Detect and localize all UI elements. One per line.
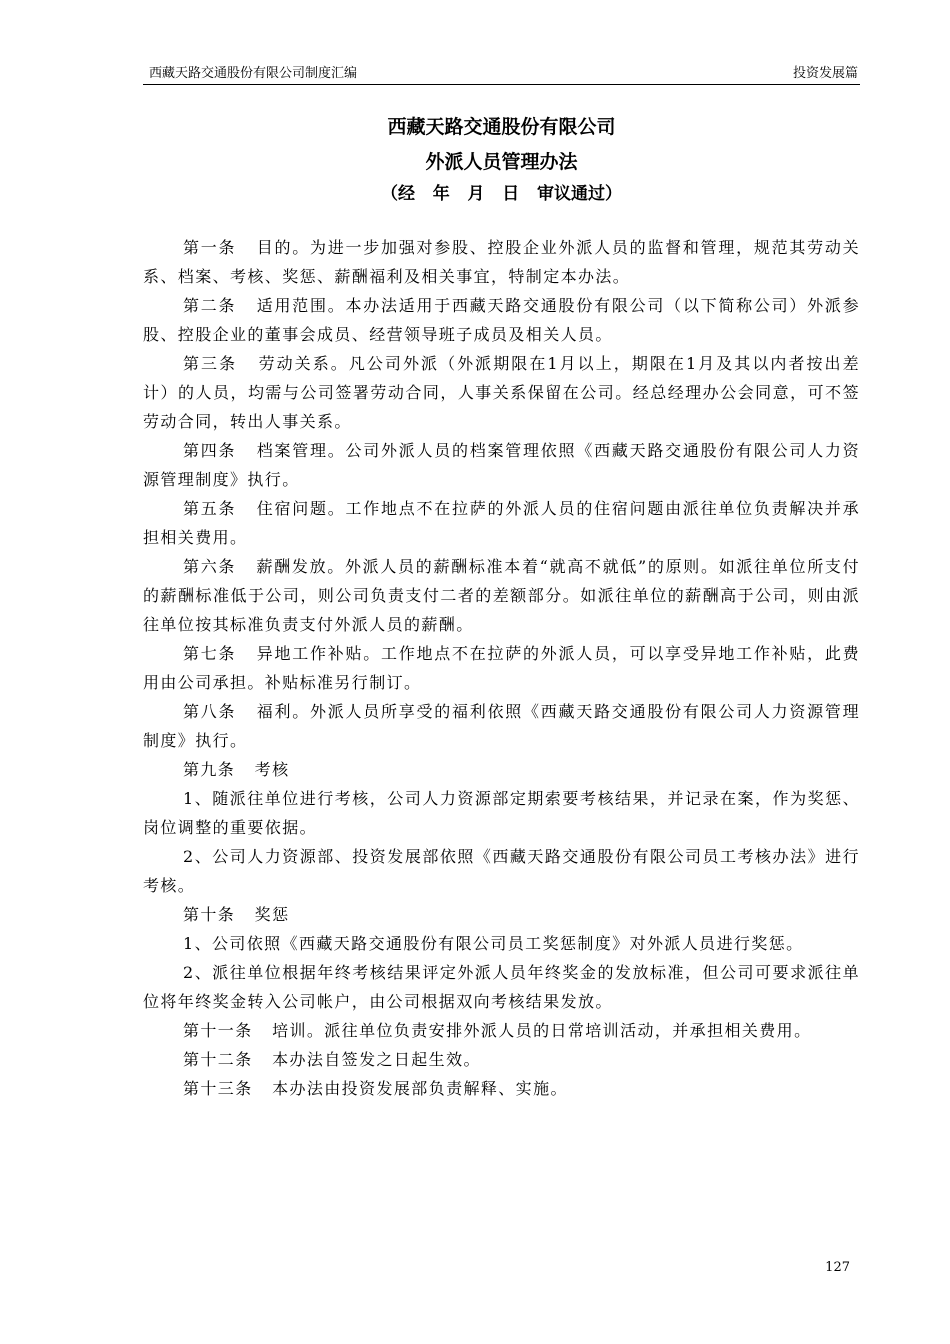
article-text: 本办法自签发之日起生效。: [272, 1050, 481, 1069]
article-paragraph: [143, 1045, 860, 1074]
article-number: 第十二条: [183, 1050, 253, 1069]
article-text: 1、公司依照《西藏天路交通股份有限公司员工奖惩制度》对外派人员进行奖惩。: [183, 934, 804, 953]
article-paragraph: [143, 552, 860, 639]
article-text: 薪酬发放。外派人员的薪酬标准本着“就高不就低”的原则。如派往单位所支付的薪酬标准低于公司，则公司负责支付二者的差额部分。如派往单位的薪酬高于公司，则由派往单位按其标准负责支付外派人员的薪酬。: [143, 557, 860, 634]
article-text: 劳动关系。凡公司外派（外派期限在1月以上，期限在1月及其以内者按出差计）的人员，均需与公司签署劳动合同，人事关系保留在公司。经总经理办公会同意，可不签劳动合同，转出人事关系。: [143, 354, 860, 431]
article-paragraph: [143, 349, 860, 436]
article-text: 目的。为进一步加强对参股、控股企业外派人员的监督和管理，规范其劳动关系、档案、考核、奖惩、薪酬福利及相关事宜，特制定本办法。: [143, 238, 860, 286]
header-collection-title: 西藏天路交通股份有限公司制度汇编: [149, 66, 358, 81]
article-gap: [236, 702, 257, 721]
document-body: [143, 233, 860, 1103]
article-gap: [236, 557, 256, 576]
article-text: 住宿问题。工作地点不在拉萨的外派人员的住宿问题由派往单位负责解决并承担相关费用。: [143, 499, 860, 547]
article-paragraph: [143, 1074, 860, 1103]
article-gap: [253, 1079, 272, 1098]
article-paragraph: [143, 900, 860, 929]
article-paragraph: [143, 639, 860, 697]
article-text: 培训。派往单位负责安排外派人员的日常培训活动，并承担相关费用。: [272, 1021, 812, 1040]
document-title: 外派人员管理办法: [425, 151, 578, 173]
article-paragraph: [143, 958, 860, 1016]
article-number: 第十条: [183, 905, 236, 924]
article-gap: [235, 905, 254, 924]
article-text: 2、派往单位根据年终考核结果评定外派人员年终奖金的发放标准，但公司可要求派往单位将年终奖金转入公司帐户，由公司根据双向考核结果发放。: [143, 963, 860, 1011]
article-paragraph: [143, 494, 860, 552]
article-gap: [237, 354, 258, 373]
company-title: 西藏天路交通股份有限公司: [387, 116, 616, 138]
article-paragraph: [143, 784, 860, 842]
approval-note: （经 年 月 日 审议通过）: [380, 184, 623, 204]
article-text: 考核: [254, 760, 290, 779]
article-paragraph: [143, 436, 860, 494]
article-gap: [236, 441, 257, 460]
article-number: 第八条: [183, 702, 237, 721]
page-number: 127: [825, 1260, 850, 1275]
article-gap: [253, 1050, 272, 1069]
article-text: 1、随派往单位进行考核，公司人力资源部定期索要考核结果，并记录在案，作为奖惩、岗位调整的重要依据。: [143, 789, 860, 837]
article-paragraph: [143, 697, 860, 755]
article-number: 第五条: [183, 499, 237, 518]
article-number: 第二条: [183, 296, 237, 315]
article-paragraph: [143, 233, 860, 291]
article-number: 第十一条: [183, 1021, 253, 1040]
article-gap: [236, 499, 257, 518]
article-gap: [236, 238, 257, 257]
article-text: 奖惩: [254, 905, 290, 924]
article-number: 第三条: [183, 354, 238, 373]
article-text: 本办法由投资发展部负责解释、实施。: [272, 1079, 568, 1098]
header-divider: [143, 84, 860, 85]
header-section-name: 投资发展篇: [792, 66, 858, 81]
article-number: 第九条: [183, 760, 236, 779]
article-number: 第七条: [183, 644, 237, 663]
article-text: 福利。外派人员所享受的福利依照《西藏天路交通股份有限公司人力资源管理制度》执行。: [143, 702, 860, 750]
article-number: 第四条: [183, 441, 237, 460]
running-header: [143, 62, 860, 84]
article-number: 第一条: [183, 238, 237, 257]
article-gap: [253, 1021, 272, 1040]
article-text: 适用范围。本办法适用于西藏天路交通股份有限公司（以下简称公司）外派参股、控股企业的董事会成员、经营领导班子成员及相关人员。: [143, 296, 860, 344]
article-text: 2、公司人力资源部、投资发展部依照《西藏天路交通股份有限公司员工考核办法》进行考核。: [143, 847, 860, 895]
article-number: 第十三条: [183, 1079, 253, 1098]
article-paragraph: [143, 291, 860, 349]
article-text: 档案管理。公司外派人员的档案管理依照《西藏天路交通股份有限公司人力资源管理制度》执行。: [143, 441, 860, 489]
article-paragraph: [143, 1016, 860, 1045]
article-number: 第六条: [183, 557, 237, 576]
article-text: 异地工作补贴。工作地点不在拉萨的外派人员，可以享受异地工作补贴，此费用由公司承担。补贴标准另行制订。: [143, 644, 860, 692]
article-gap: [236, 296, 257, 315]
article-paragraph: [143, 929, 860, 958]
article-paragraph: [143, 755, 860, 784]
article-gap: [236, 644, 257, 663]
article-gap: [235, 760, 254, 779]
article-paragraph: [143, 842, 860, 900]
